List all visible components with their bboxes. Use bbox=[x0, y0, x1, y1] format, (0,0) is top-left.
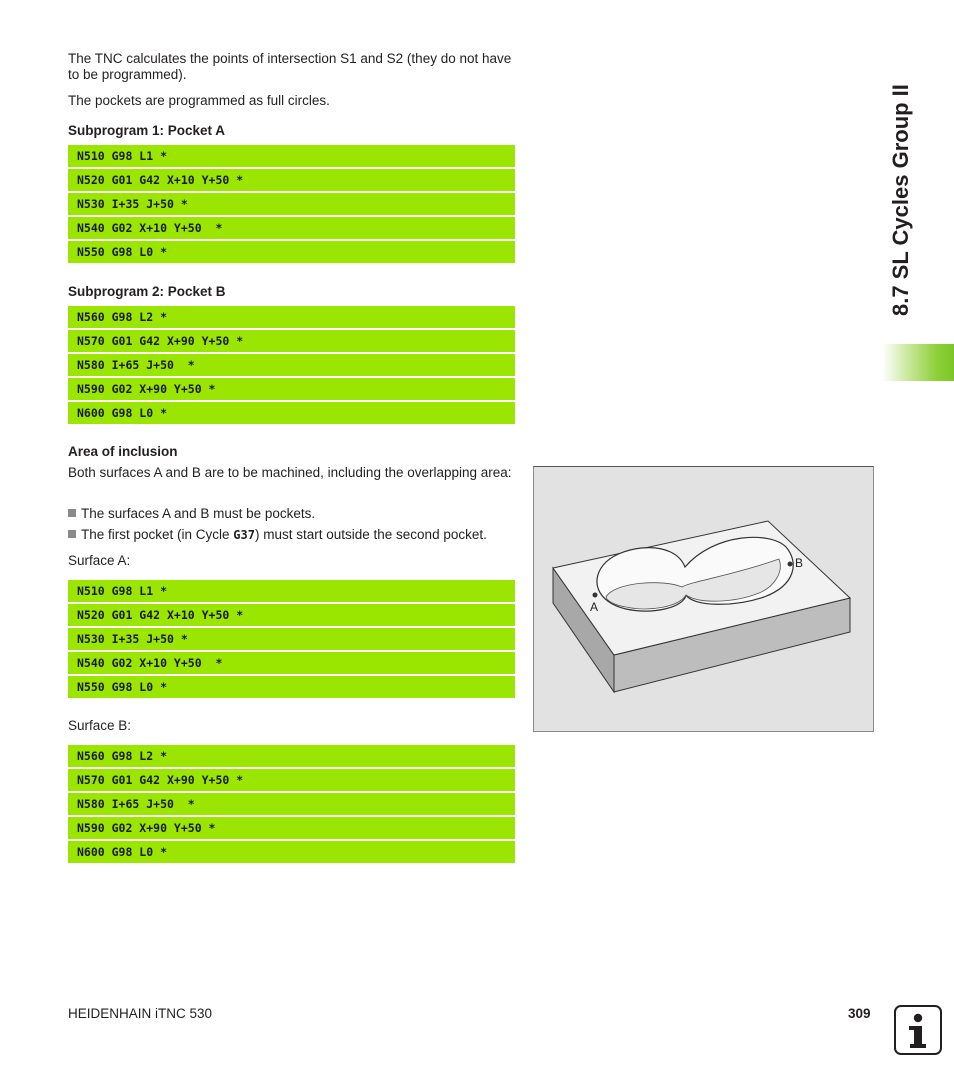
bullet-square-icon bbox=[68, 509, 76, 517]
code-line: N600 G98 L0 * bbox=[68, 402, 515, 424]
subprogram-2-heading: Subprogram 2: Pocket B bbox=[68, 284, 226, 299]
code-line: N540 G02 X+10 Y+50 * bbox=[68, 652, 515, 674]
code-line: N530 I+35 J+50 * bbox=[68, 628, 515, 650]
code-block-subprogram-2 bbox=[68, 306, 515, 426]
cycle-code: G37 bbox=[233, 528, 255, 542]
surface-b-label: Surface B: bbox=[68, 718, 132, 733]
code-line: N590 G02 X+90 Y+50 * bbox=[68, 378, 515, 400]
subprogram-1-heading: Subprogram 1: Pocket A bbox=[68, 123, 226, 138]
code-line: N530 I+35 J+50 * bbox=[68, 193, 515, 215]
code-block-surface-a bbox=[68, 580, 515, 700]
code-line: N510 G98 L1 * bbox=[68, 145, 515, 167]
chapter-side-title: 8.7 SL Cycles Group II bbox=[888, 84, 913, 316]
code-line: N550 G98 L0 * bbox=[68, 676, 515, 698]
chapter-tab-marker bbox=[882, 344, 954, 381]
footer-product: HEIDENHAIN iTNC 530 bbox=[68, 1006, 213, 1021]
code-line: N550 G98 L0 * bbox=[68, 241, 515, 263]
point-b-marker bbox=[788, 562, 793, 567]
code-block-subprogram-1 bbox=[68, 145, 515, 265]
bullet-square-icon bbox=[68, 530, 76, 538]
intro-paragraph-1: The TNC calculates the points of intersection S1 and S2 (they do not have to be programmed). bbox=[68, 51, 512, 82]
workpiece-drawing bbox=[534, 467, 873, 731]
area-of-inclusion-heading: Area of inclusion bbox=[68, 444, 178, 459]
code-line: N570 G01 G42 X+90 Y+50 * bbox=[68, 769, 515, 791]
code-line: N560 G98 L2 * bbox=[68, 306, 515, 328]
intro-paragraph-2: The pockets are programmed as full circles. bbox=[68, 93, 330, 108]
code-block-surface-b bbox=[68, 745, 515, 865]
code-line: N580 I+65 J+50 * bbox=[68, 793, 515, 815]
code-line: N510 G98 L1 * bbox=[68, 580, 515, 602]
code-line: N560 G98 L2 * bbox=[68, 745, 515, 767]
code-line: N540 G02 X+10 Y+50 * bbox=[68, 217, 515, 239]
figure-label-a: A bbox=[590, 600, 599, 614]
surface-a-label: Surface A: bbox=[68, 553, 131, 568]
page-number: 309 bbox=[848, 1006, 871, 1021]
info-icon bbox=[894, 1005, 942, 1055]
figure-label-b: B bbox=[795, 556, 804, 570]
bullet-item-2: The first pocket (in Cycle G37) must start outside the second pocket. bbox=[68, 527, 528, 543]
code-line: N600 G98 L0 * bbox=[68, 841, 515, 863]
pocket-illustration bbox=[533, 466, 874, 732]
code-line: N520 G01 G42 X+10 Y+50 * bbox=[68, 604, 515, 626]
bullet-item-1: The surfaces A and B must be pockets. bbox=[68, 506, 518, 522]
code-line: N590 G02 X+90 Y+50 * bbox=[68, 817, 515, 839]
point-a-marker bbox=[593, 593, 598, 598]
code-line: N520 G01 G42 X+10 Y+50 * bbox=[68, 169, 515, 191]
code-line: N580 I+65 J+50 * bbox=[68, 354, 515, 376]
area-paragraph: Both surfaces A and B are to be machined, including the overlapping area: bbox=[68, 465, 512, 480]
code-line: N570 G01 G42 X+90 Y+50 * bbox=[68, 330, 515, 352]
